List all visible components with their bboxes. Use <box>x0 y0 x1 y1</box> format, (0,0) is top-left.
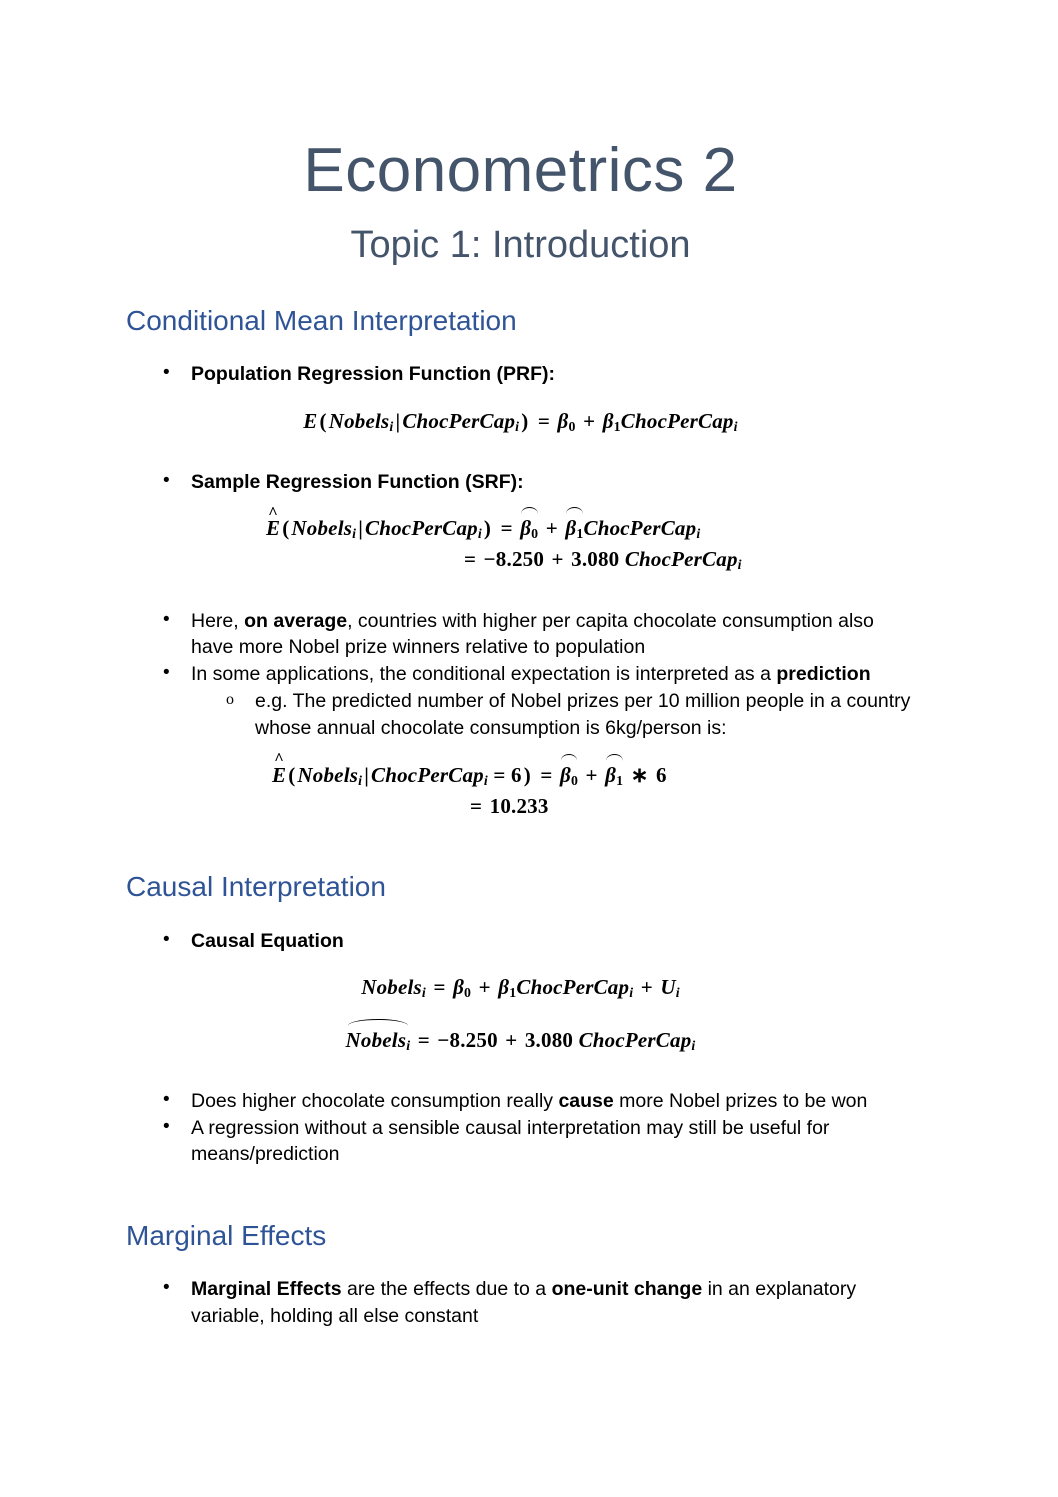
list-item <box>126 1115 915 1168</box>
eq-independent-subscript: i <box>629 985 634 1001</box>
eq-plus: + <box>478 975 491 1000</box>
spacer <box>126 904 915 926</box>
eq-intercept-value: −8.250 <box>437 1028 498 1053</box>
equation-srf <box>126 502 915 575</box>
section-heading-causal: Causal Interpretation <box>126 871 386 903</box>
bullet-text-regression-useful: A regression without a sensible causal interpretation may still be useful for means/prediction <box>191 1116 830 1166</box>
eq-dependent-subscript: i <box>421 985 426 1001</box>
bullet-list-marginal <box>126 1276 915 1329</box>
eq-symbol-E: E <box>272 762 287 787</box>
eq-beta1: β <box>605 762 617 787</box>
equation-prediction <box>126 749 915 822</box>
eq-paren-close: ) <box>523 762 531 787</box>
bullet-text-here: Here, <box>191 609 245 632</box>
eq-beta1-subscript: 1 <box>613 418 621 434</box>
bullet-text-countries: , countries with higher per capita chocolate consumption also have more Nobel prize winners relative to population <box>191 609 874 659</box>
eq-plus: + <box>585 762 598 787</box>
eq-beta1-hat-wrap <box>565 513 583 544</box>
page-title: Econometrics 2 <box>303 136 738 205</box>
eq-multiply: ∗ <box>630 762 649 787</box>
eq-plus: + <box>505 1028 518 1053</box>
eq-symbol-E: E <box>266 516 281 541</box>
list-item <box>126 928 915 955</box>
eq-beta1-subscript: 1 <box>509 985 517 1001</box>
bullet-label-causal-equation: Causal Equation <box>191 929 344 952</box>
eq-independent-subscript: i <box>477 526 482 542</box>
eq-equals: = <box>470 794 483 819</box>
eq-rhs-subscript: i <box>737 557 742 573</box>
equation-fitted-causal <box>126 1025 915 1056</box>
hat-accent: ^ <box>274 749 285 769</box>
bullet-emphasis-one-unit-change: one-unit change <box>551 1278 703 1301</box>
eq-beta1-hat-wrap <box>605 760 623 791</box>
eq-paren-close: ) <box>521 408 529 433</box>
eq-symbol-E: E <box>303 408 318 433</box>
bullet-text-more-nobel: more Nobel prizes to be won <box>613 1090 868 1113</box>
equation-srf-line1 <box>266 502 915 544</box>
bullet-list-interpretation <box>126 608 915 742</box>
eq-dependent-variable: Nobels <box>328 408 390 433</box>
eq-prediction-result: 10.233 <box>489 794 549 819</box>
eq-equals: = <box>433 975 446 1000</box>
eq-beta0: β <box>557 408 569 433</box>
eq-E-hat-wrap <box>266 502 281 543</box>
bullet-text-explanatory-variable: in an explanatory variable, holding all else constant <box>191 1278 857 1327</box>
eq-slope-value: 3.080 <box>571 547 620 572</box>
eq-dependent-subscript: i <box>352 526 357 542</box>
eq-paren-open: ( <box>288 762 296 787</box>
eq-dependent-subscript: i <box>406 1038 411 1054</box>
eq-independent-variable: ChocPerCap <box>402 408 516 433</box>
eq-equals: = <box>540 762 553 787</box>
eq-beta1-subscript: 1 <box>576 526 584 542</box>
eq-plus: + <box>583 408 596 433</box>
bullet-label-prf: Population Regression Function (PRF): <box>191 363 555 386</box>
spacer <box>126 1252 915 1274</box>
bullet-emphasis-on-average: on average <box>244 609 348 632</box>
spacer <box>126 437 915 467</box>
eq-dependent-variable: Nobels <box>361 975 422 1000</box>
eq-dependent-variable: Nobels <box>291 516 353 541</box>
equation-prediction-line2 <box>272 791 915 821</box>
eq-dependent-subscript: i <box>358 772 363 788</box>
bullet-text-are-effects: are the effects due to a <box>341 1278 552 1301</box>
eq-intercept-value: −8.250 <box>483 547 545 572</box>
eq-equals: = <box>464 547 477 572</box>
eq-rhs-variable: ChocPerCap <box>583 516 697 541</box>
hat-accent: ^ <box>268 502 279 522</box>
eq-equals: = <box>417 1028 430 1053</box>
eq-equals: = <box>500 516 513 541</box>
eq-beta0-subscript: 0 <box>570 772 579 788</box>
sub-bullet-text-example: e.g. The predicted number of Nobel prizes per 10 million people in a country whose annual chocolate consumption is 6kg/person is: <box>255 690 911 739</box>
equation-prediction-line1 <box>272 749 915 791</box>
bullet-list-causal-notes <box>126 1088 915 1168</box>
list-item <box>126 1276 915 1329</box>
eq-error-subscript: i <box>675 985 680 1001</box>
eq-beta0-hat-wrap <box>560 760 578 791</box>
eq-conditional-bar: | <box>395 408 401 433</box>
list-item <box>126 608 915 661</box>
list-item <box>126 361 915 388</box>
list-item <box>126 469 915 496</box>
bullet-list-srf <box>126 469 915 496</box>
bullet-list-causal <box>126 928 915 955</box>
section-heading-marginal-effects: Marginal Effects <box>126 1220 327 1251</box>
eq-rhs-variable: ChocPerCap <box>620 408 734 433</box>
eq-beta0: β <box>453 975 465 1000</box>
list-item-sub <box>126 688 915 742</box>
eq-plus: + <box>545 516 558 541</box>
eq-independent-variable: ChocPerCap <box>371 762 484 787</box>
spacer <box>126 337 915 359</box>
eq-nobels-hat-wrap <box>346 1025 411 1056</box>
eq-beta0-hat-wrap <box>520 513 538 544</box>
eq-paren-open: ( <box>319 408 327 433</box>
spacer <box>126 576 915 606</box>
wide-hat-accent <box>566 507 583 514</box>
eq-beta0-subscript: 0 <box>531 526 539 542</box>
eq-independent-variable: ChocPerCap <box>516 975 630 1000</box>
bullet-text-does-higher: Does higher chocolate consumption really <box>191 1090 559 1113</box>
wide-hat-accent <box>521 507 538 514</box>
eq-independent-subscript: i <box>691 1038 696 1054</box>
eq-independent-variable: ChocPerCap <box>365 516 478 541</box>
eq-beta1: β <box>602 408 614 433</box>
spacer <box>126 1056 915 1086</box>
wide-hat-accent <box>561 754 578 761</box>
eq-independent-subscript: i <box>515 418 520 434</box>
eq-beta0-subscript: 0 <box>464 985 472 1001</box>
bullet-list-conditional-mean <box>126 361 915 388</box>
eq-beta0: β <box>520 516 532 541</box>
equation-causal <box>126 972 915 1003</box>
bullet-emphasis-cause: cause <box>558 1090 614 1113</box>
bullet-emphasis-prediction: prediction <box>776 662 871 685</box>
eq-beta0-subscript: 0 <box>568 418 576 434</box>
spacer <box>126 1003 915 1025</box>
eq-dependent-variable: Nobels <box>297 762 359 787</box>
eq-dependent-variable: Nobels <box>345 1028 407 1053</box>
eq-dependent-subscript: i <box>389 418 394 434</box>
eq-independent-subscript: i <box>483 772 488 788</box>
eq-error-term: U <box>660 975 676 1000</box>
eq-choc-value: 6 <box>655 762 667 787</box>
eq-conditional-bar: | <box>358 516 364 541</box>
bullet-label-srf: Sample Regression Function (SRF): <box>191 470 524 493</box>
bullet-emphasis-marginal-effects: Marginal Effects <box>191 1278 342 1301</box>
wide-hat-accent <box>606 754 623 761</box>
eq-paren-open: ( <box>282 516 290 541</box>
eq-beta1: β <box>565 516 577 541</box>
eq-equals: = <box>537 408 551 433</box>
bullet-text-applications: In some applications, the conditional expectation is interpreted as a <box>191 662 777 685</box>
eq-rhs-subscript: i <box>696 526 701 542</box>
eq-condition-value: = 6 <box>493 762 522 787</box>
equation-srf-line2 <box>266 544 915 575</box>
eq-paren-close: ) <box>483 516 492 541</box>
eq-beta0: β <box>559 762 571 787</box>
eq-slope-value: 3.080 <box>524 1028 574 1053</box>
eq-plus: + <box>551 547 564 572</box>
eq-beta1-subscript: 1 <box>616 772 624 788</box>
eq-beta1: β <box>498 975 510 1000</box>
page-subtitle: Topic 1: Introduction <box>350 224 691 267</box>
equation-prf <box>126 406 915 437</box>
list-item <box>126 1088 915 1115</box>
eq-E-hat-wrap <box>272 749 287 790</box>
eq-conditional-bar: | <box>364 762 370 787</box>
eq-rhs-subscript: i <box>733 418 738 434</box>
eq-rhs-variable: ChocPerCap <box>624 547 738 572</box>
list-item <box>126 661 915 688</box>
eq-independent-variable: ChocPerCap <box>578 1028 692 1053</box>
eq-plus: + <box>640 975 653 1000</box>
section-heading-conditional-mean: Conditional Mean Interpretation <box>126 304 517 336</box>
